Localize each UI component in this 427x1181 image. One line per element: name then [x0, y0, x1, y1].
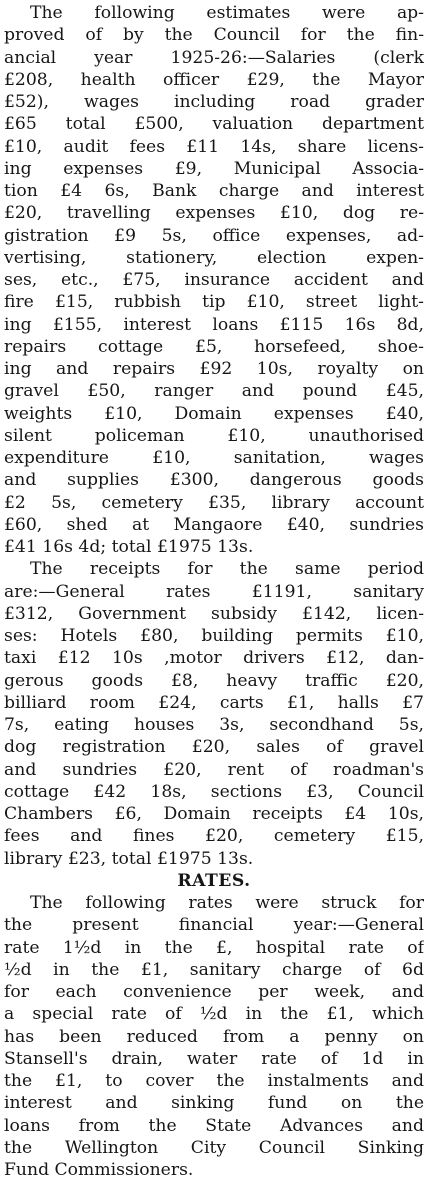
text-line: interest and sinking fund on the [4, 1093, 424, 1114]
text-line: The following estimates were ap- [30, 3, 424, 23]
text-line: fire £15, rubbish tip £10, street light- [4, 292, 424, 313]
text-line: billiard room £24, carts £1, halls £7 [4, 692, 424, 713]
text-line: weights £10, Domain expenses £40, [4, 403, 424, 424]
rates-paragraph [4, 892, 424, 1181]
text-line: and sundries £20, rent of roadman's [4, 759, 424, 780]
text-line: are:—General rates £1191, sanitary [4, 581, 424, 602]
text-line: loans from the State Advances and [4, 1115, 424, 1136]
text-line: £52), wages including road grader [4, 92, 424, 112]
text-line: ancial year 1925-26:—Salaries (clerk [4, 47, 424, 68]
text-line: expenditure £10, sanitation, wages [4, 448, 424, 468]
text-line: gerous goods £8, heavy traffic £20, [4, 670, 424, 691]
text-line: repairs cottage £5, horsefeed, shoe- [4, 336, 424, 357]
text-line: The following rates were struck for [30, 893, 424, 913]
text-line: £312, Government subsidy £142, licen- [4, 603, 424, 624]
text-line: ses: Hotels £80, building permits £10, [4, 626, 424, 646]
text-line: gistration £9 5s, office expenses, ad- [4, 225, 424, 246]
text-line: taxi £12 10s ,motor drivers £12, dan- [4, 648, 424, 669]
text-line: the present financial year:—General [4, 915, 424, 936]
text-line: the Wellington City Council Sinking [4, 1137, 424, 1158]
text-line: cottage £42 18s, sections £3, Council [4, 781, 424, 802]
text-line: 7s, eating houses 3s, secondhand 5s, [4, 715, 424, 735]
rates-heading: RATES. [177, 870, 251, 891]
text-line: dog registration £20, sales of gravel [4, 737, 424, 758]
text-line: fees and fines £20, cemetery £15, [4, 826, 424, 847]
text-line: £41 16s 4d; total £1975 13s. [4, 537, 254, 557]
text-line: £60, shed at Mangaore £40, sundries [4, 514, 424, 535]
text-line: £208, health officer £29, the Mayor [4, 69, 424, 90]
text-line: £10, audit fees £11 14s, share licens- [4, 136, 424, 157]
text-line: Stansell's drain, water rate of 1d in [4, 1048, 424, 1069]
receipts-paragraph [4, 558, 424, 870]
text-line: Fund Commissioners. [4, 1160, 194, 1180]
text-line: ing and repairs £92 10s, royalty on [4, 359, 424, 379]
text-line: £2 5s, cemetery £35, library account [4, 492, 424, 513]
text-line: and supplies £300, dangerous goods [4, 470, 424, 491]
text-line: £65 total £500, valuation department [4, 114, 424, 135]
text-line: Chambers £6, Domain receipts £4 10s, [4, 804, 424, 824]
text-line: rate 1½d in the £, hospital rate of [4, 937, 424, 958]
text-line: £20, travelling expenses £10, dog re- [4, 203, 424, 224]
text-line: a special rate of ½d in the £1, which [4, 1004, 424, 1025]
text-line: proved of by the Council for the fin- [4, 25, 424, 46]
text-line: ing £155, interest loans £115 16s 8d, [4, 314, 424, 335]
text-line: tion £4 6s, Bank charge and interest [4, 181, 424, 201]
estimates-paragraph [4, 2, 424, 558]
text-line: gravel £50, ranger and pound £45, [4, 381, 424, 402]
text-line: library £23, total £1975 13s. [4, 848, 254, 869]
text-line: ½d in the £1, sanitary charge of 6d [4, 959, 424, 980]
text-line: the £1, to cover the instalments and [4, 1071, 424, 1091]
text-line: for each convenience per week, and [4, 982, 424, 1002]
text-line: ses, etc., £75, insurance accident and [4, 270, 424, 290]
text-line: ing expenses £9, Municipal Associa- [4, 158, 424, 179]
text-line: vertising, stationery, election expen- [4, 247, 424, 268]
text-line: has been reduced from a penny on [4, 1026, 424, 1047]
text-line: silent policeman £10, unauthorised [4, 425, 424, 446]
text-line: The receipts for the same period [30, 559, 424, 580]
